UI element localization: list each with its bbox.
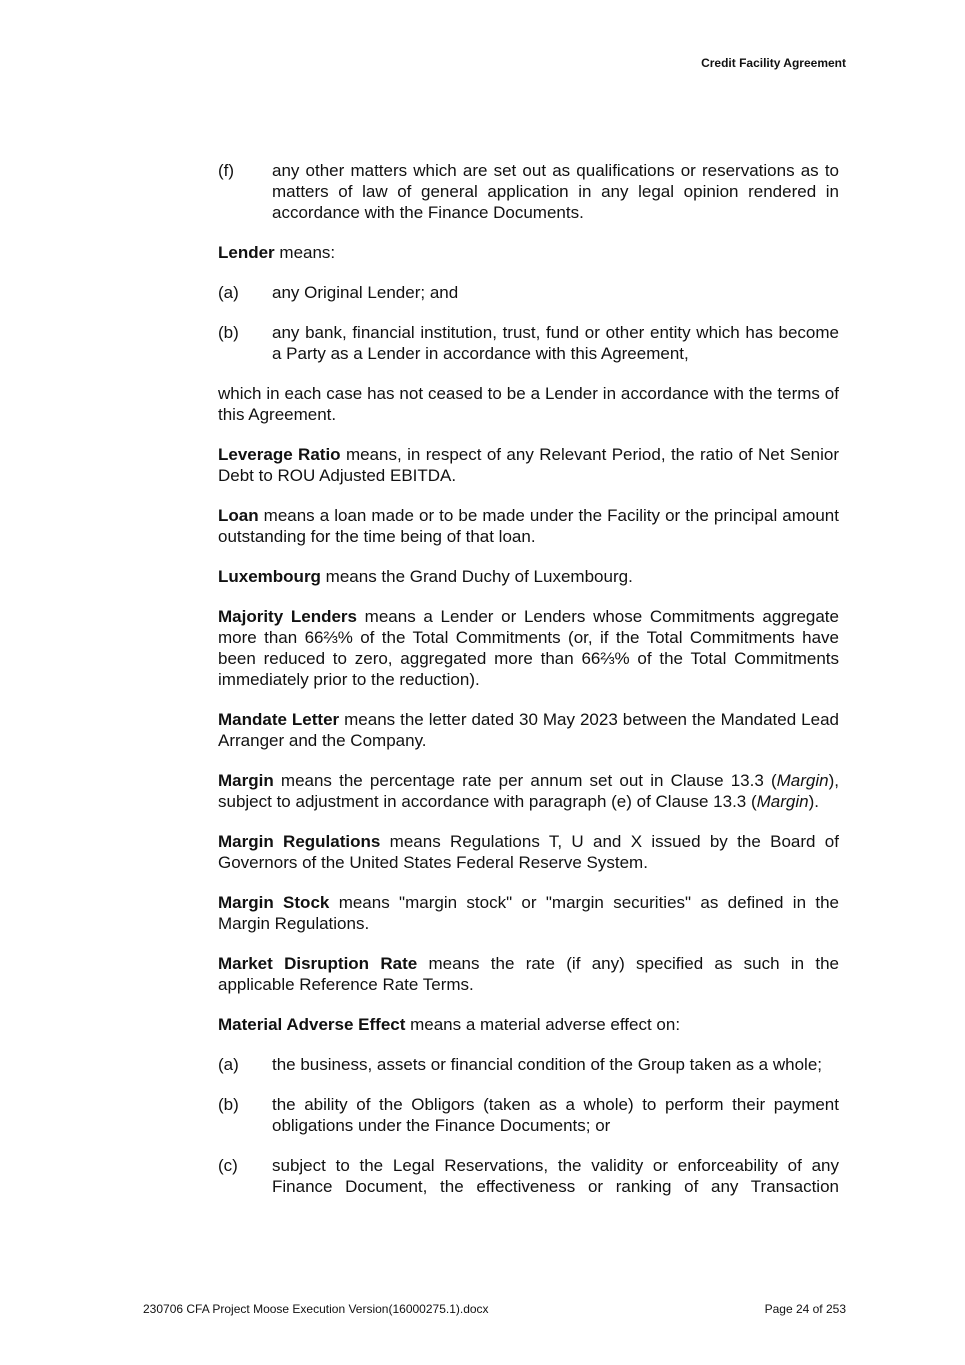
definition-text: ), subject to adjustment in accordance with paragraph (e) of Clause 13.3 ( [218, 771, 839, 811]
list-label: (c) [218, 1156, 238, 1175]
list-label: (b) [218, 1095, 239, 1114]
definition-text: means a loan made or to be made under the Facility or the principal amount outstanding for the time being of that loan. [218, 506, 839, 546]
list-label: (b) [218, 323, 239, 342]
definition-material-adverse-effect [218, 1014, 839, 1035]
list-text: the business, assets or financial condition of the Group taken as a whole; [272, 1055, 822, 1074]
defined-term: Margin [218, 771, 274, 790]
definition-mandate-letter [218, 709, 839, 751]
definition-margin-regulations [218, 831, 839, 873]
defined-term: Mandate Letter [218, 710, 340, 729]
definition-text: means the percentage rate per annum set out in Clause 13.3 ( [273, 771, 777, 790]
definition-text: means "margin stock" or "margin securities" as defined in the Margin Regulations. [218, 893, 839, 933]
definition-text: means the Grand Duchy of Luxembourg. [320, 567, 633, 586]
clause-reference: Margin [776, 771, 829, 790]
running-header: Credit Facility Agreement [701, 56, 846, 70]
list-label: (f) [218, 161, 235, 180]
definition-market-disruption-rate [218, 953, 839, 995]
definition-text: means the letter dated 30 May 2023 between the Mandated Lead Arranger and the Company. [218, 710, 839, 750]
definition-margin-stock [218, 892, 839, 934]
definition-text: ). [808, 792, 819, 811]
clause-reference: Margin [756, 792, 809, 811]
document-body [218, 160, 839, 1216]
list-text: any bank, financial institution, trust, fund or other entity which has become a Party as a Lender in accordance with this Agreement, [272, 323, 839, 363]
list-item-a [218, 282, 839, 303]
defined-term: Margin Regulations [218, 832, 381, 851]
list-item-c [218, 1155, 839, 1197]
definition-text: means the rate (if any) specified as such in the applicable Reference Rate Terms. [218, 954, 839, 994]
definition-closing: which in each case has not ceased to be a Lender in accordance with the terms of this Agreement. [218, 384, 839, 424]
defined-term: Luxembourg [218, 567, 321, 586]
definition-text: means, in respect of any Relevant Period, the ratio of Net Senior Debt to ROU Adjusted EBITDA. [218, 445, 839, 485]
list-text: subject to the Legal Reservations, the validity or enforceability of any Finance Document, the effectiveness or ranking of any Transaction [272, 1156, 839, 1196]
list-label: (a) [218, 1055, 239, 1074]
definition-leverage-ratio [218, 444, 839, 486]
defined-term: Material Adverse Effect [218, 1015, 406, 1034]
definition-text: means a Lender or Lenders whose Commitments aggregate more than 66⅔% of the Total Commitments (or, if the Total Commitments have been reduced to zero, aggregated more than 66⅔% of the Total Commitments immediately prior to the reduction). [218, 607, 839, 689]
definition-text: means: [274, 243, 336, 262]
list-item-b [218, 322, 839, 364]
defined-term: Market Disruption Rate [218, 954, 418, 973]
definition-text: means a material adverse effect on: [405, 1015, 681, 1034]
list-text: the ability of the Obligors (taken as a whole) to perform their payment obligations under the Finance Documents; or [272, 1095, 839, 1135]
list-text: any Original Lender; and [272, 283, 459, 302]
defined-term: Majority Lenders [218, 607, 357, 626]
list-item-b [218, 1094, 839, 1136]
definition-luxembourg [218, 566, 839, 587]
definition-margin [218, 770, 839, 812]
definition-loan [218, 505, 839, 547]
defined-term: Loan [218, 506, 259, 525]
defined-term: Margin Stock [218, 893, 330, 912]
definition-majority-lenders [218, 606, 839, 690]
list-item-a [218, 1054, 839, 1075]
definition-lender [218, 242, 839, 263]
defined-term: Leverage Ratio [218, 445, 341, 464]
list-text: any other matters which are set out as qualifications or reservations as to matters of law of general application in any legal opinion rendered in accordance with the Finance Documents. [272, 161, 839, 222]
list-label: (a) [218, 283, 239, 302]
definition-text: means Regulations T, U and X issued by the Board of Governors of the United States Federal Reserve System. [218, 832, 839, 872]
defined-term: Lender [218, 243, 275, 262]
footer-page-number: Page 24 of 253 [764, 1302, 846, 1316]
footer-filename: 230706 CFA Project Moose Execution Version(16000275.1).docx [143, 1302, 489, 1316]
list-item-f [218, 160, 839, 223]
